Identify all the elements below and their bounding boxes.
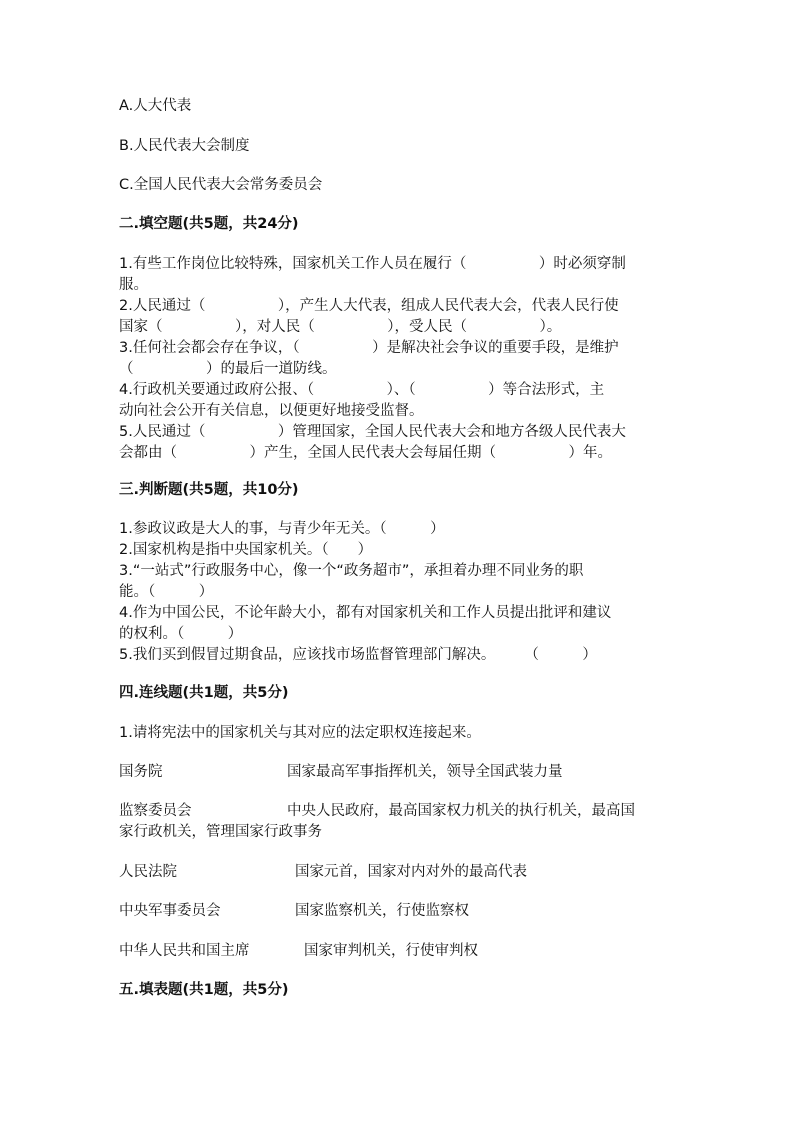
option-a <box>119 96 191 117</box>
fill-line: 2.人民通过（ ），产生人大代表，组成人民代表大会，代表人民行使 <box>119 298 619 314</box>
section-2-heading: 二.填空题(共5题，共24分) <box>119 216 299 232</box>
match-right: 国家监察机关，行使监察权 <box>295 903 469 919</box>
match-row <box>119 762 675 783</box>
fill-line: 国家（ ），对人民（ ），受人民（ ）。 <box>119 319 562 335</box>
match-left: 监察委员会 <box>119 803 192 819</box>
section-5-heading-wrap <box>119 980 288 1001</box>
option-a-text: A.人大代表 <box>119 98 192 114</box>
match-left: 中央军事委员会 <box>119 903 221 919</box>
section-4-question-wrap <box>119 723 481 744</box>
section-4-heading-wrap <box>119 683 288 704</box>
fill-line: 3.任何社会都会存在争议，（ ）是解决社会争议的重要手段，是维护 <box>119 340 619 356</box>
match-left: 国务院 <box>119 764 163 780</box>
judge-line: 2.国家机构是指中央国家机关。（ ） <box>119 542 373 558</box>
section-2-heading-wrap <box>119 214 299 235</box>
option-c-text: C.全国人民代表大会常务委员会 <box>119 177 323 193</box>
judge-line: 5.我们买到假冒过期食品，应该找市场监督管理部门解决。 （ ） <box>119 647 597 663</box>
match-row <box>119 901 675 922</box>
match-right: 中央人民政府，最高国家权力机关的执行机关，最高国 <box>287 803 635 819</box>
option-b-text: B.人民代表大会制度 <box>119 138 250 154</box>
fill-line: 动向社会公开有关信息，以便更好地接受监督。 <box>119 403 424 419</box>
match-right: 国家审判机关，行使审判权 <box>304 943 478 959</box>
judge-line: 1.参政议政是大人的事，与青少年无关。（ ） <box>119 521 445 537</box>
match-right: 国家最高军事指挥机关，领导全国武装力量 <box>287 764 563 780</box>
section-5-heading: 五.填表题(共1题，共5分) <box>119 982 289 998</box>
judge-line: 4.作为中国公民，不论年龄大小，都有对国家机关和工作人员提出批评和建议 <box>119 605 612 621</box>
option-c <box>119 175 322 196</box>
section-3-heading-wrap <box>119 480 299 501</box>
section-3-body <box>119 519 675 666</box>
match-left: 人民法院 <box>119 864 177 880</box>
section-4-question: 1.请将宪法中的国家机关与其对应的法定职权连接起来。 <box>119 725 481 741</box>
option-b <box>119 136 250 157</box>
match-row <box>119 862 675 883</box>
fill-line: 会都由（ ）产生，全国人民代表大会每届任期（ ）年。 <box>119 445 612 461</box>
match-row <box>119 801 675 843</box>
match-right: 国家元首，国家对内对外的最高代表 <box>295 864 527 880</box>
fill-line: 5.人民通过（ ）管理国家，全国人民代表大会和地方各级人民代表大 <box>119 424 626 440</box>
fill-line: 1.有些工作岗位比较特殊，国家机关工作人员在履行（ ）时必须穿制 <box>119 256 626 272</box>
section-2-body <box>119 254 675 464</box>
section-3-heading: 三.判断题(共5题，共10分) <box>119 482 299 498</box>
match-left: 中华人民共和国主席 <box>119 943 250 959</box>
fill-line: 4.行政机关要通过政府公报、（ ）、（ ）等合法形式，主 <box>119 382 605 398</box>
section-4-heading: 四.连线题(共1题，共5分) <box>119 685 289 701</box>
judge-line: 能。（ ） <box>119 584 214 600</box>
judge-line: 3.“一站式”行政服务中心，像一个“政务超市”，承担着办理不同业务的职 <box>119 563 584 579</box>
fill-line: （ ）的最后一道防线。 <box>119 361 337 377</box>
match-right-continued: 家行政机关，管理国家行政事务 <box>119 824 322 840</box>
match-row <box>119 941 675 962</box>
judge-line: 的权利。（ ） <box>119 626 243 642</box>
fill-line: 服。 <box>119 277 148 293</box>
